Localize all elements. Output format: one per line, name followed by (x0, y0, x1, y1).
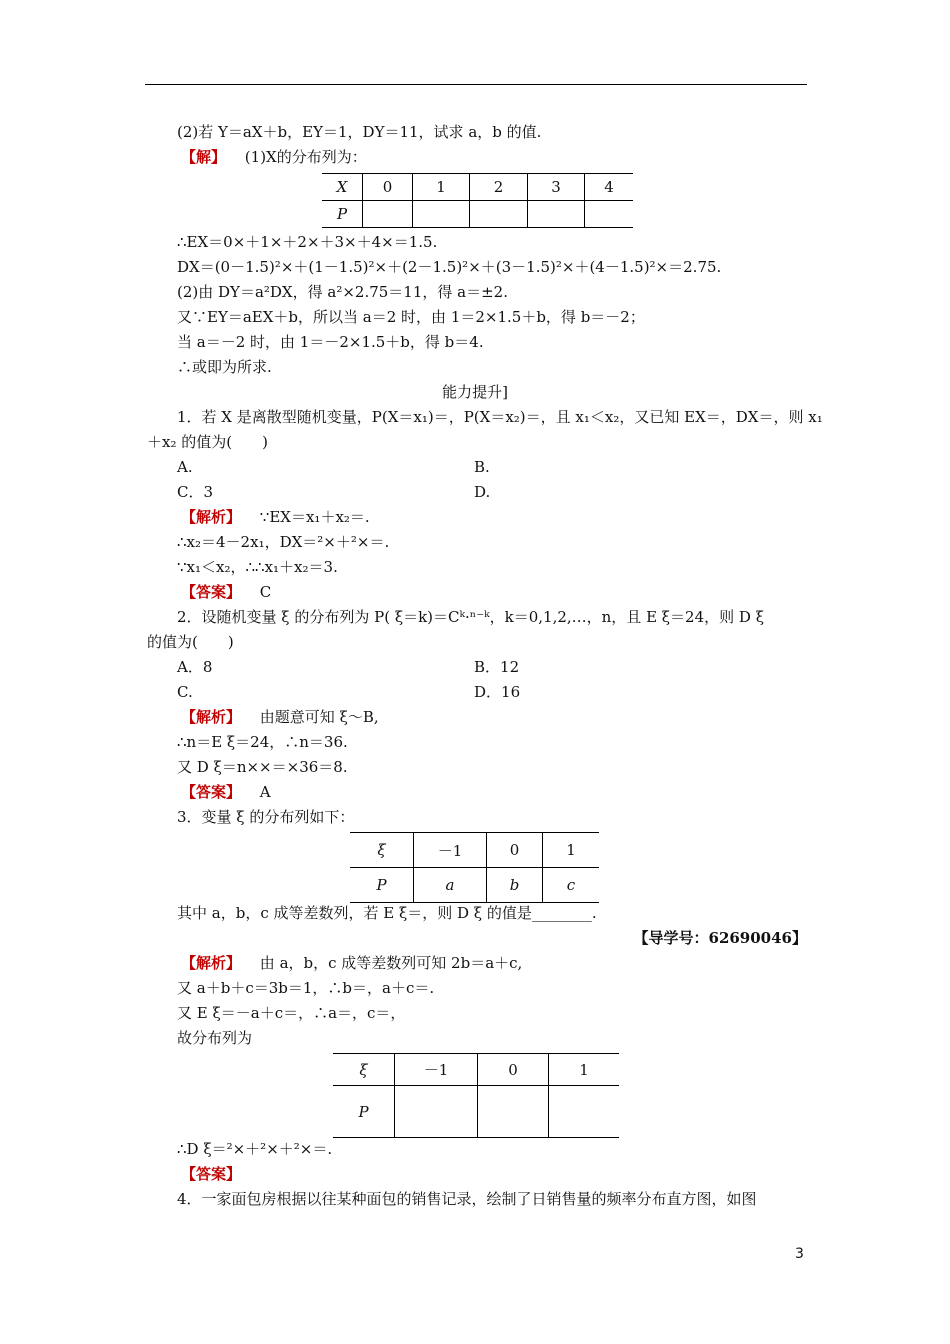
text-line: DX＝(0－1.5)²×＋(1－1.5)²×＋(2－1.5)²×＋(3－1.5)²×＋(4－1.5)²×＝2.75. (177, 258, 722, 276)
answer-value: A (259, 783, 271, 801)
text-line: ∴n＝E ξ＝24，∴n＝36. (177, 733, 348, 751)
table-cell: －1 (414, 833, 487, 868)
table-cell: X (322, 174, 363, 201)
table-cell: 1 (549, 1054, 620, 1086)
table-cell: 1 (413, 174, 470, 201)
table-cell: P (350, 868, 414, 903)
answer-line (181, 582, 271, 602)
table-cell (470, 201, 528, 228)
text-line: ＋x₂ 的值为( ) (147, 433, 268, 451)
table-cell (413, 201, 470, 228)
option-d: D．16 (474, 683, 521, 701)
table-cell (395, 1086, 478, 1138)
table-cell: ξ (350, 833, 414, 868)
option-b: B．12 (474, 658, 520, 676)
analysis-tag: 【解析】 (181, 954, 242, 972)
answer-tag: 【答案】 (181, 783, 242, 801)
page-number: 3 (795, 1246, 804, 1262)
text-line: ∴或即为所求. (177, 358, 272, 376)
text-line: 又 D ξ＝n××＝×36＝8. (177, 758, 348, 776)
answer-tag: 【答案】 (181, 583, 242, 601)
table-cell: 0 (363, 174, 413, 201)
analysis-tag: 【解析】 (181, 508, 242, 526)
question-2: 2．设随机变量 ξ 的分布列为 P( ξ＝k)＝Cᵏ·ⁿ⁻ᵏ，k＝0,1,2,…，n，且 E ξ＝24，则 D ξ (177, 608, 764, 626)
analysis-line (181, 507, 370, 527)
text-line: ∴D ξ＝²×＋²×＋²×＝. (177, 1140, 333, 1158)
table-cell: b (487, 868, 543, 903)
answer-line (181, 782, 271, 802)
distribution-table-x (322, 173, 633, 228)
table-cell: 1 (543, 833, 600, 868)
option-c: C. (177, 683, 193, 701)
option-b: B. (474, 458, 490, 476)
text: ∵EX＝x₁＋x₂＝. (259, 508, 370, 526)
table-cell: c (543, 868, 600, 903)
option-a: A. (177, 458, 193, 476)
table-cell: 0 (487, 833, 543, 868)
option-a: A．8 (177, 658, 213, 676)
text-line: 其中 a，b，c 成等差数列，若 E ξ＝，则 D ξ 的值是________. (177, 904, 597, 922)
answer-line (181, 1164, 241, 1184)
analysis-tag: 【解析】 (181, 708, 242, 726)
question-1: 1．若 X 是离散型随机变量，P(X＝x₁)＝，P(X＝x₂)＝，且 x₁＜x₂，又已知 EX＝，DX＝，则 x₁ (177, 408, 823, 426)
table-cell: 2 (470, 174, 528, 201)
header-rule (145, 84, 807, 85)
text-line: (2)由 DY＝a²DX，得 a²×2.75＝11，得 a＝±2. (177, 283, 508, 301)
table-cell (528, 201, 585, 228)
table-cell: ξ (333, 1054, 395, 1086)
answer-value: C (259, 583, 272, 601)
text-line: ∴x₂＝4－2x₁，DX＝²×＋²×＝. (177, 533, 390, 551)
distribution-table-xi (350, 832, 599, 903)
option-c: C．3 (177, 483, 214, 501)
question-3: 3．变量 ξ 的分布列如下： (177, 808, 355, 826)
text-line: 的值为( ) (147, 633, 234, 651)
text-line: 又∵EY＝aEX＋b，所以当 a＝2 时，由 1＝2×1.5＋b，得 b＝－2； (177, 308, 645, 326)
table-cell: 3 (528, 174, 585, 201)
section-title: 能力提升] (442, 383, 508, 401)
text-line: 又 a＋b＋c＝3b＝1，∴b＝，a＋c＝. (177, 979, 435, 997)
question-4: 4．一家面包房根据以往某种面包的销售记录，绘制了日销售量的频率分布直方图，如图 (177, 1190, 757, 1208)
text: (1)X的分布列为： (244, 148, 367, 166)
text-line: 又 E ξ＝－a＋c＝，∴a＝，c＝， (177, 1004, 406, 1022)
text: 由题意可知 ξ～B, (259, 708, 379, 726)
analysis-line (181, 707, 379, 727)
table-cell: 4 (585, 174, 634, 201)
text-line: ∵x₁＜x₂，∴∴x₁＋x₂＝3. (177, 558, 338, 576)
distribution-table-result (333, 1053, 619, 1138)
text-line: 故分布列为 (177, 1029, 253, 1047)
text-line: ∴EX＝0×＋1×＋2×＋3×＋4×＝1.5. (177, 233, 438, 251)
table-cell (478, 1086, 549, 1138)
table-cell: －1 (395, 1054, 478, 1086)
text-line: (2)若 Y＝aX＋b，EY＝1，DY＝11，试求 a，b 的值. (177, 123, 542, 141)
table-cell: P (322, 201, 363, 228)
table-cell: P (333, 1086, 395, 1138)
table-cell (585, 201, 634, 228)
guide-number: 【导学号：62690046】 (633, 929, 807, 947)
solution-tag: 【解】 (181, 148, 227, 166)
table-cell (363, 201, 413, 228)
analysis-line (181, 953, 522, 973)
table-cell: 0 (478, 1054, 549, 1086)
text: 由 a，b，c 成等差数列可知 2b＝a＋c, (259, 954, 523, 972)
table-cell: a (414, 868, 487, 903)
option-d: D. (474, 483, 491, 501)
table-cell (549, 1086, 620, 1138)
solution-line (181, 147, 367, 167)
text-line: 当 a＝－2 时，由 1＝－2×1.5＋b，得 b＝4. (177, 333, 484, 351)
answer-tag: 【答案】 (181, 1165, 242, 1183)
